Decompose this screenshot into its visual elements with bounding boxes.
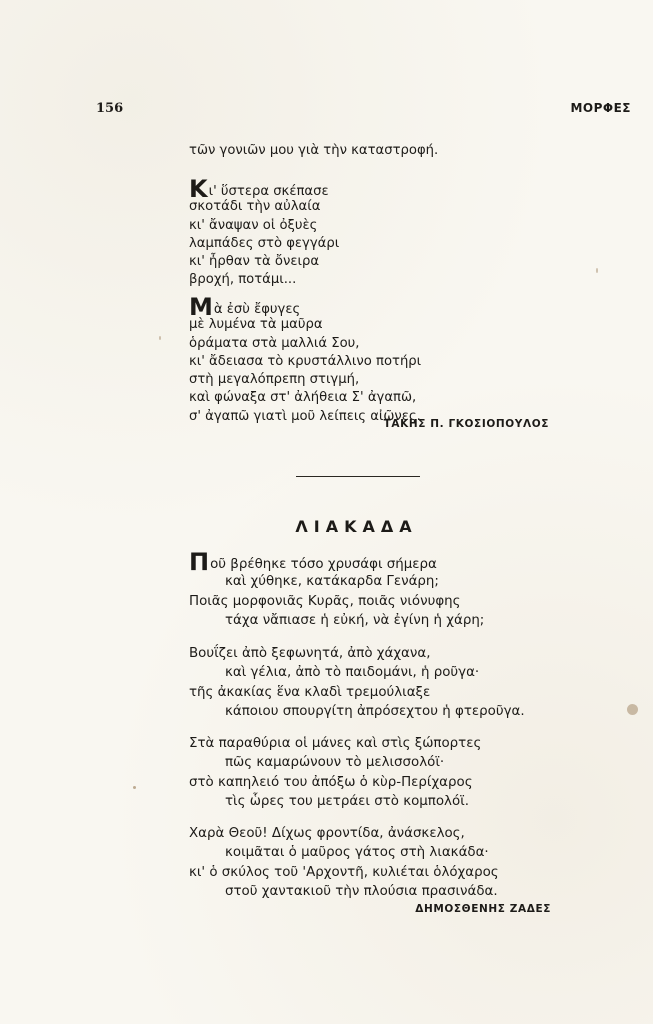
poem-line-text: ὰ ἐσὺ ἔφυγες bbox=[213, 302, 301, 317]
poem-line: κοιμᾶται ὁ μαῦρος γάτος στὴ λιακάδα· bbox=[225, 845, 489, 861]
poem-line: τῶν γονιῶν μου γιὰ τὴν καταστροφή. bbox=[189, 143, 439, 158]
poem-line: Ποιᾶς μορφονιᾶς Κυρᾶς, ποιᾶς νιόνυφης bbox=[189, 593, 461, 609]
paper-speck bbox=[596, 268, 598, 273]
poem-two-stanza-2 bbox=[189, 644, 609, 722]
poem-line: Χαρὰ Θεοῦ! Δίχως φροντίδα, ἀνάσκελος, bbox=[189, 826, 465, 841]
page-number: 156 bbox=[96, 101, 124, 116]
poem-one-stanza-b bbox=[189, 293, 559, 426]
poem-one-stanza-a bbox=[189, 175, 559, 290]
poem-line: κι' ὁ σκύλος τοῦ 'Αρχοντῆ, κυλιέται ὁλόχαρος bbox=[189, 864, 499, 880]
poem-two-title: ΛΙΑΚΑΔΑ bbox=[295, 517, 418, 536]
poem-two-author: ΔΗΜΟΣΘΕΝΗΣ ΖΑΔΕΣ bbox=[415, 903, 551, 915]
poem-line: τῆς ἀκακίας ἕνα κλαδὶ τρεμούλιαξε bbox=[189, 684, 431, 700]
poem-line: στοῦ χαντακιοῦ τὴν πλούσια πρασινάδα. bbox=[225, 884, 498, 900]
poem-line: καὶ γέλια, ἀπὸ τὸ παιδομάνι, ἡ ροῦγα· bbox=[225, 665, 480, 681]
poem-line: βροχή, ποτάμι... bbox=[189, 272, 297, 288]
poem-line: Βουΐζει ἀπὸ ξεφωνητά, ἀπὸ χάχανα, bbox=[189, 646, 431, 661]
poem-line: τάχα νἄπιασε ἡ εὐκή, νὰ ἐγίνη ἡ χάρη; bbox=[225, 613, 485, 629]
drop-cap: Μ bbox=[189, 293, 213, 321]
poem-line: στὸ καπηλειό του ἀπόξω ὁ κὺρ-Περίχαρος bbox=[189, 774, 473, 790]
paper-speck bbox=[159, 336, 161, 340]
poem-line bbox=[189, 548, 609, 576]
section-divider bbox=[296, 476, 420, 477]
poem-line: ὁράματα στὰ μαλλιά Σου, bbox=[189, 335, 360, 351]
poem-line bbox=[189, 175, 559, 203]
poem-line: καὶ χύθηκε, κατάκαρδα Γενάρη; bbox=[225, 574, 439, 590]
poem-one-opening bbox=[189, 142, 559, 160]
poem-line: μὲ λυμένα τὰ μαῦρα bbox=[189, 317, 323, 333]
poem-one-author: ΤΑΚΗΣ Π. ΓΚΟΣΙΟΠΟΥΛΟΣ bbox=[383, 418, 549, 430]
poem-line: κι' ἦρθαν τὰ ὄνειρα bbox=[189, 254, 320, 270]
poem-line: σ' ἀγαπῶ γιατὶ μοῦ λείπεις αἰῶνες. bbox=[189, 408, 421, 424]
poem-line: στὴ μεγαλόπρεπη στιγμή, bbox=[189, 372, 360, 388]
poem-line: κι' ἄδειασα τὸ κρυστάλλινο ποτήρι bbox=[189, 353, 422, 369]
poem-two-stanza-4 bbox=[189, 824, 609, 902]
drop-cap: Κ bbox=[189, 175, 208, 203]
poem-two-stanza-3 bbox=[189, 734, 609, 812]
paper-speck bbox=[133, 786, 136, 789]
poem-line: σκοτάδι τὴν αὐλαία bbox=[189, 199, 321, 215]
poem-line: τὶς ὧρες του μετράει στὸ κομπολόϊ. bbox=[225, 794, 469, 810]
poem-line-text: οῦ βρέθηκε τόσο χρυσάφι σήμερα bbox=[210, 557, 437, 572]
poem-line: κι' ἄναψαν οἱ ὀξυὲς bbox=[189, 217, 318, 233]
poem-line: Στὰ παραθύρια οἱ μάνες καὶ στὶς ξώπορτες bbox=[189, 736, 482, 751]
poem-line: καὶ φώναξα στ' ἀλήθεια Σ' ἀγαπῶ, bbox=[189, 390, 417, 406]
poem-line-text: ι' ὕστερα σκέπασε bbox=[208, 184, 329, 199]
poem-line: πῶς καμαρώνουν τὸ μελισσολόϊ· bbox=[225, 755, 445, 771]
running-head: ΜΟΡΦΕΣ bbox=[570, 101, 631, 115]
drop-cap: Π bbox=[189, 548, 210, 576]
poem-two-stanza-1 bbox=[189, 548, 609, 631]
poem-line bbox=[189, 293, 559, 321]
poem-line: κάποιου σπουργίτη ἀπρόσεχτου ἡ φτεροῦγα. bbox=[225, 704, 525, 720]
paper-stain bbox=[627, 704, 638, 715]
poem-line: λαμπάδες στὸ φεγγάρι bbox=[189, 235, 340, 251]
